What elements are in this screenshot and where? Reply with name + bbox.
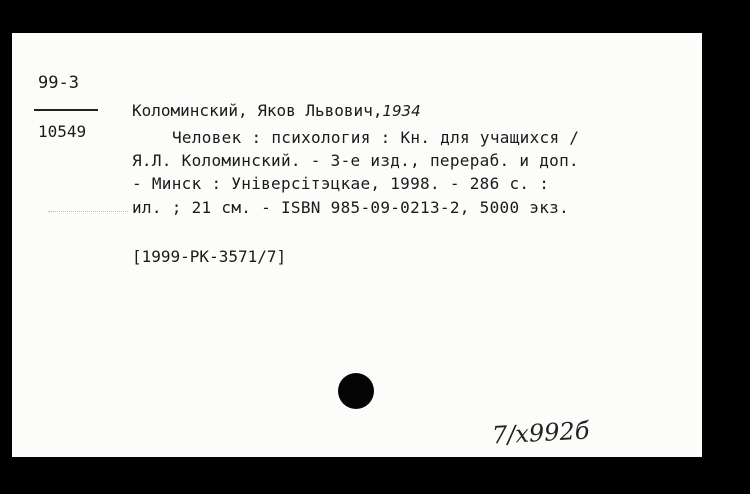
description-line-2: Я.Л. Коломинский. - 3-е изд., перераб. и доп. bbox=[132, 151, 579, 170]
author-heading bbox=[132, 101, 421, 120]
handwritten-year: 1934 bbox=[382, 102, 421, 120]
punch-hole bbox=[338, 373, 374, 409]
processing-number: [1999-РК-3571/7] bbox=[132, 247, 287, 266]
shelf-code: 99-3 bbox=[38, 73, 79, 93]
description-line-3: - Минск : Універсітэцкае, 1998. - 286 с. : bbox=[132, 174, 550, 193]
catalog-card bbox=[12, 33, 702, 457]
author-name: Коломинский, Яков Львович, bbox=[132, 101, 383, 120]
faint-dotted-mark bbox=[48, 211, 128, 212]
description-line-4: ил. ; 21 см. - ISBN 985-09-0213-2, 5000 экз. bbox=[132, 198, 570, 217]
description-line-1: Человек : психология : Кн. для учащихся / bbox=[172, 128, 580, 147]
inventory-number: 10549 bbox=[38, 122, 87, 141]
handwritten-mark: 7/х992б bbox=[491, 416, 591, 450]
divider-line bbox=[34, 109, 98, 111]
